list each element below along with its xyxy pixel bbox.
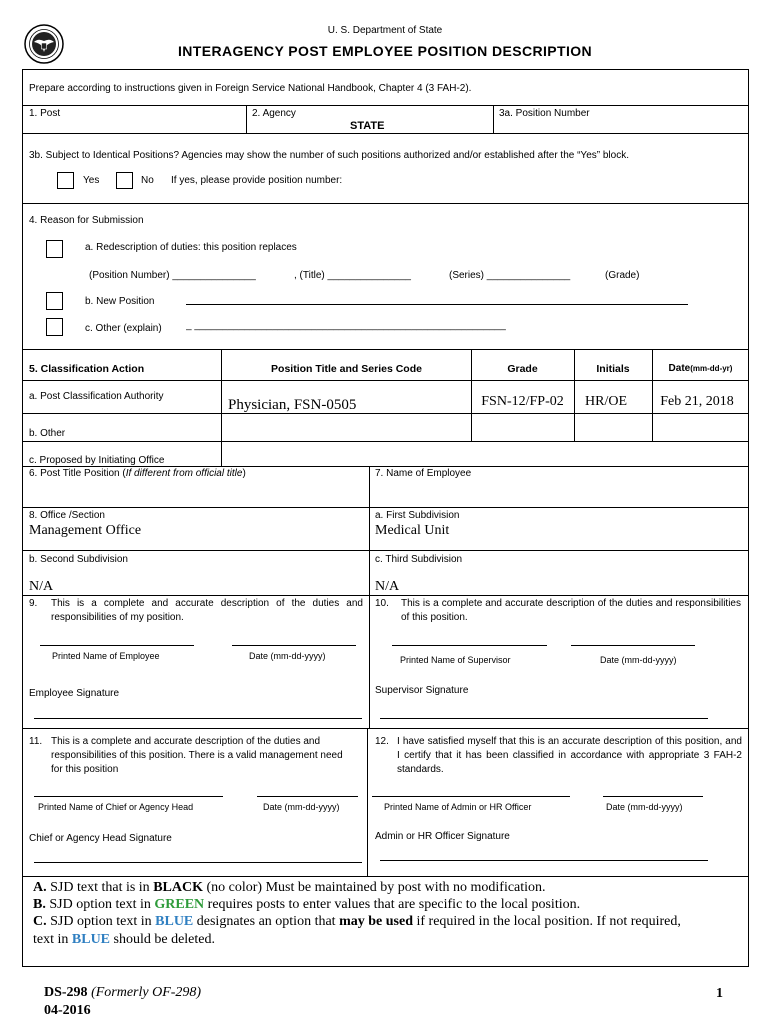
post-classification-authority-label: a. Post Classification Authority xyxy=(29,391,164,402)
employee-name-label: 7. Name of Employee xyxy=(375,468,472,479)
second-subdivision-value[interactable]: N/A xyxy=(29,579,54,594)
grade-header: Grade xyxy=(507,363,538,375)
grade-value[interactable]: FSN-12/FP-02 xyxy=(481,394,564,409)
post-label: 1. Post xyxy=(29,108,61,119)
form-revision: 04-2016 xyxy=(44,1003,91,1018)
proposed-by-label: c. Proposed by Initiating Office xyxy=(29,455,165,466)
cert-12-date: Date (mm-dd-yyyy) xyxy=(606,802,683,812)
agency-value: STATE xyxy=(350,120,385,132)
initials-value[interactable]: HR/OE xyxy=(585,394,627,409)
cert-10-text: This is a complete and accurate description of the duties and responsibilities of this position. xyxy=(401,598,741,623)
note-a: A. SJD text that is in BLACK (no color) Must be maintained by post with no modification. xyxy=(33,880,546,895)
cert-11-number: 11. xyxy=(29,736,43,747)
no-checkbox[interactable] xyxy=(116,172,133,189)
replaced-series: (Series) _______________ xyxy=(449,270,571,281)
position-number-label: 3a. Position Number xyxy=(499,108,590,119)
new-position-line[interactable] xyxy=(186,304,688,305)
replaced-position-number: (Position Number) _______________ xyxy=(89,270,256,281)
identical-positions-question: 3b. Subject to Identical Positions? Agencies may show the number of such positions authorized and/or established after the “Yes” block. xyxy=(29,150,629,161)
employee-signature-label: Employee Signature xyxy=(29,688,120,699)
position-title-value[interactable]: Physician, FSN-0505 xyxy=(228,397,357,413)
agency-label: 2. Agency xyxy=(252,108,296,119)
supervisor-signature-label: Supervisor Signature xyxy=(375,685,469,696)
office-section-value[interactable]: Management Office xyxy=(29,523,142,538)
yes-checkbox[interactable] xyxy=(57,172,74,189)
instructions-text: Prepare according to instructions given in Foreign Service National Handbook, Chapter 4 (3 FAH-2). xyxy=(29,83,472,94)
other-explain-line[interactable]: _ ________________________________________________________ xyxy=(186,320,506,331)
form-number: DS-298 (Formerly OF-298) xyxy=(44,985,202,1000)
date-value[interactable]: Feb 21, 2018 xyxy=(660,394,734,409)
first-subdivision-label: a. First Subdivision xyxy=(375,510,460,521)
admin-signature-line[interactable] xyxy=(380,860,708,861)
note-c-continued: text in BLUE should be deleted. xyxy=(33,932,215,947)
note-b: B. SJD option text in GREEN requires posts to enter values that are specific to the local position. xyxy=(33,897,581,912)
cert-9-date: Date (mm-dd-yyyy) xyxy=(249,651,326,661)
classification-action-header: 5. Classification Action xyxy=(29,363,145,375)
cert-12-number: 12. xyxy=(375,736,389,747)
no-label: No xyxy=(141,175,154,186)
title-series-header: Position Title and Series Code xyxy=(271,363,422,375)
replaced-title: , (Title) _______________ xyxy=(294,270,411,281)
third-subdivision-value[interactable]: N/A xyxy=(375,579,400,594)
second-subdivision-label: b. Second Subdivision xyxy=(29,554,128,565)
supervisor-signature-line[interactable] xyxy=(380,718,708,719)
if-yes-label: If yes, please provide position number: xyxy=(171,175,343,186)
office-section-label: 8. Office /Section xyxy=(29,510,105,521)
cert-10-date: Date (mm-dd-yyyy) xyxy=(600,655,677,665)
page-number: 1 xyxy=(716,986,723,1001)
department-name: U. S. Department of State xyxy=(327,25,443,36)
redescription-checkbox[interactable] xyxy=(46,240,63,258)
yes-label: Yes xyxy=(83,175,100,186)
cert-9-text: This is a complete and accurate description of the duties and responsibilities of my position. xyxy=(51,598,363,623)
employee-signature-line[interactable] xyxy=(34,718,362,719)
cert-11-text: This is a complete and accurate description of the duties and responsibilities of this position. There is a valid management need for this position xyxy=(51,736,343,775)
cert-10-number: 10. xyxy=(375,598,389,609)
cert-9-number: 9. xyxy=(29,598,38,609)
cert-11-printed-name: Printed Name of Chief or Agency Head xyxy=(38,802,194,812)
reason-label: 4. Reason for Submission xyxy=(29,215,144,226)
form-title: INTERAGENCY POST EMPLOYEE POSITION DESCRIPTION xyxy=(177,43,593,59)
new-position-label: b. New Position xyxy=(85,296,155,307)
other-label: c. Other (explain) xyxy=(85,323,162,334)
new-position-checkbox[interactable] xyxy=(46,292,63,310)
chief-signature-label: Chief or Agency Head Signature xyxy=(29,833,172,844)
post-title-position-label: 6. Post Title Position (If different from official title) xyxy=(29,468,246,479)
admin-signature-label: Admin or HR Officer Signature xyxy=(375,831,510,842)
cert-10-printed-name: Printed Name of Supervisor xyxy=(400,655,511,665)
other-checkbox[interactable] xyxy=(46,318,63,336)
cert-12-printed-name: Printed Name of Admin or HR Officer xyxy=(384,802,532,812)
other-classification-label: b. Other xyxy=(29,428,66,439)
chief-signature-line[interactable] xyxy=(34,862,362,863)
replaced-grade: (Grade) xyxy=(605,270,640,281)
redescription-label: a. Redescription of duties: this position replaces xyxy=(85,242,297,253)
first-subdivision-value[interactable]: Medical Unit xyxy=(375,523,450,538)
date-header: Date(mm-dd-yr) xyxy=(668,363,733,374)
cert-12-text: I have satisfied myself that this is an accurate description of this position, and I certify that it has been classified in accordance with appropriate 3 FAH-2 standards. xyxy=(397,736,742,775)
third-subdivision-label: c. Third Subdivision xyxy=(375,554,463,565)
cert-9-printed-name: Printed Name of Employee xyxy=(52,651,160,661)
note-c: C. SJD option text in BLUE designates an option that may be used if required in the local position. If not required, xyxy=(33,914,681,929)
initials-header: Initials xyxy=(596,363,630,375)
cert-11-date: Date (mm-dd-yyyy) xyxy=(263,802,340,812)
